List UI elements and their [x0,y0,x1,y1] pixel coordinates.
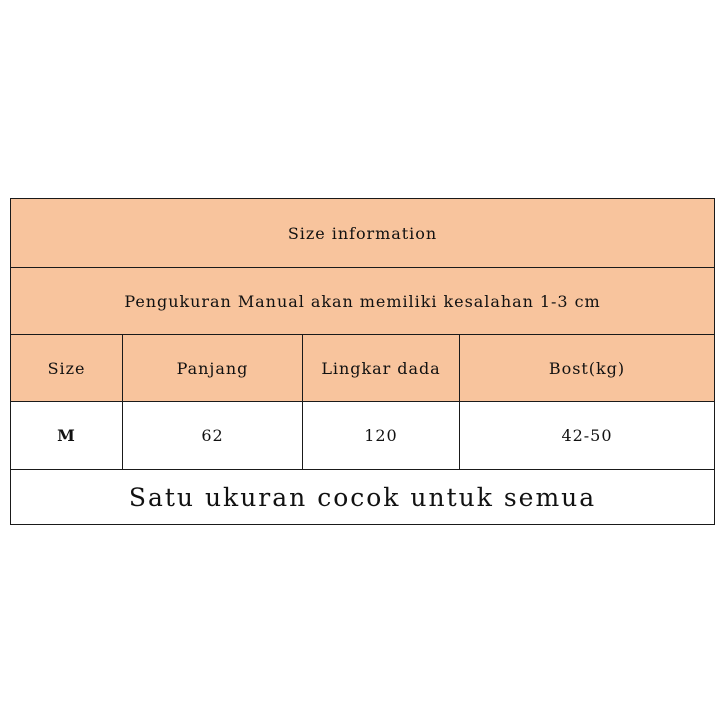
measurement-note-row [11,268,715,335]
header-lingkar-dada: Lingkar dada [303,335,460,402]
header-panjang: Panjang [123,335,303,402]
header-size: Size [11,335,123,402]
table-row [11,402,715,470]
table-title: Size information [11,199,715,268]
table-footer: Satu ukuran cocok untuk semua [11,470,715,525]
cell-size: M [11,402,123,470]
table-footer-row [11,470,715,525]
header-bost: Bost(kg) [460,335,715,402]
measurement-note: Pengukuran Manual akan memiliki kesalahan 1-3 cm [11,268,715,335]
table-title-row [11,199,715,268]
cell-bost: 42-50 [460,402,715,470]
cell-panjang: 62 [123,402,303,470]
size-chart-table [10,198,715,525]
column-header-row [11,335,715,402]
cell-lingkar-dada: 120 [303,402,460,470]
